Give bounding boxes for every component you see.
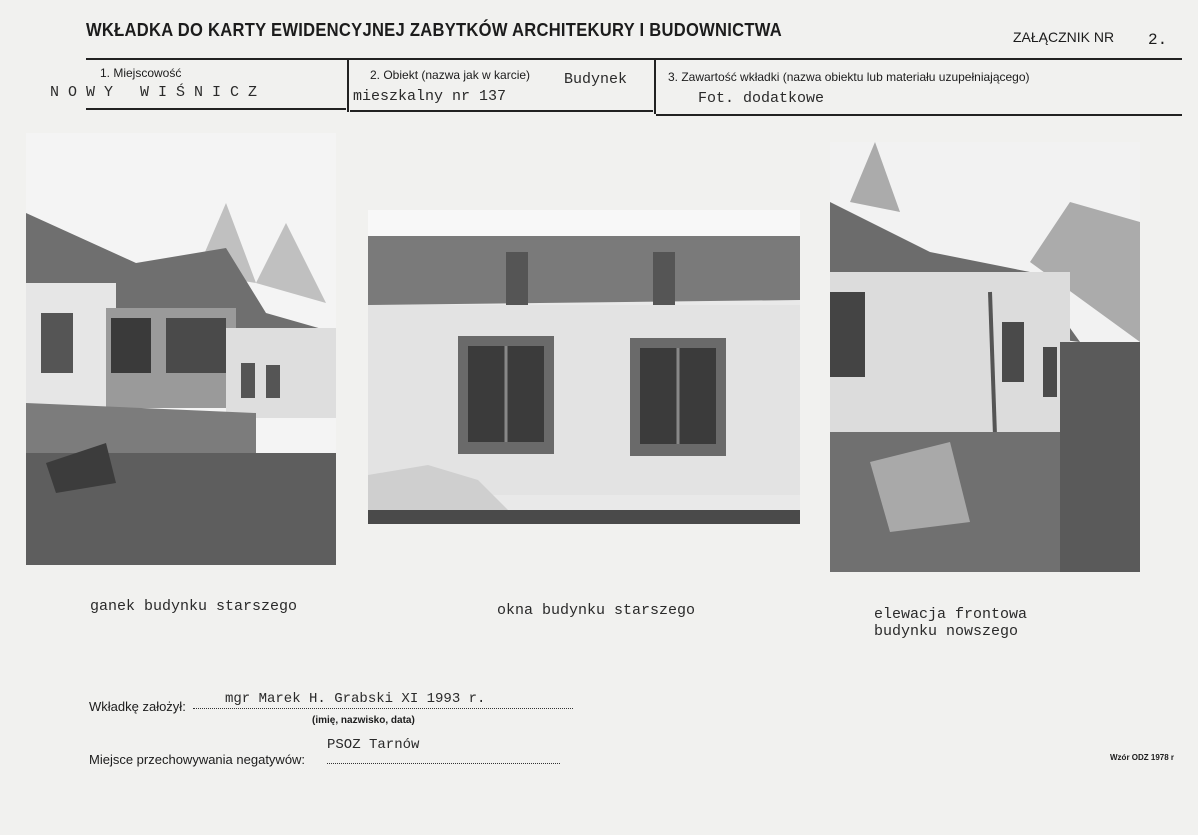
- photo-3-caption-line-1: elewacja frontowa: [874, 606, 1028, 623]
- photo-2-caption: okna budynku starszego: [497, 602, 696, 619]
- object-value-line-1: Budynek: [564, 71, 628, 88]
- photo-porch: [26, 133, 336, 565]
- created-by-value: mgr Marek H. Grabski XI 1993 r.: [225, 691, 486, 707]
- photo-front-elevation: [830, 142, 1140, 572]
- locality-label: 1. Miejscowość: [100, 66, 182, 80]
- contents-label: 3. Zawartość wkładki (nazwa obiektu lub materiału uzupełniającego): [668, 70, 1030, 84]
- object-label: 2. Obiekt (nazwa jak w karcie): [370, 68, 531, 82]
- object-bottom-rule: [350, 110, 653, 112]
- photo-3-caption-line-2: budynku nowszego: [874, 623, 1019, 640]
- object-value-line-2: mieszkalny nr 137: [353, 88, 507, 105]
- contents-value: Fot. dodatkowe: [698, 90, 825, 107]
- contents-bottom-rule: [656, 114, 1182, 116]
- photo-windows: [368, 210, 800, 524]
- created-by-hint: (imię, nazwisko, data): [312, 715, 415, 726]
- storage-line: [327, 748, 560, 764]
- locality-bottom-rule: [86, 108, 346, 110]
- fields-top-rule: [86, 58, 1182, 60]
- annex-number: 2.: [1148, 31, 1168, 49]
- annex-label: ZAŁĄCZNIK NR: [1013, 29, 1115, 45]
- locality-value: NOWY WIŚNICZ: [50, 84, 267, 101]
- form-title: WKŁADKA DO KARTY EWIDENCYJNEJ ZABYTKÓW ARCHITEKURY I BUDOWNICTWA: [86, 20, 783, 40]
- storage-label: Miejsce przechowywania negatywów:: [89, 752, 306, 767]
- form-code: Wzór ODZ 1978 r: [1110, 753, 1175, 762]
- photo-1-caption: ganek budynku starszego: [90, 598, 298, 615]
- field-divider-2: [654, 58, 656, 114]
- created-by-label: Wkładkę założył:: [89, 699, 186, 714]
- field-divider-1: [347, 58, 349, 112]
- storage-value: PSOZ Tarnów: [327, 737, 420, 753]
